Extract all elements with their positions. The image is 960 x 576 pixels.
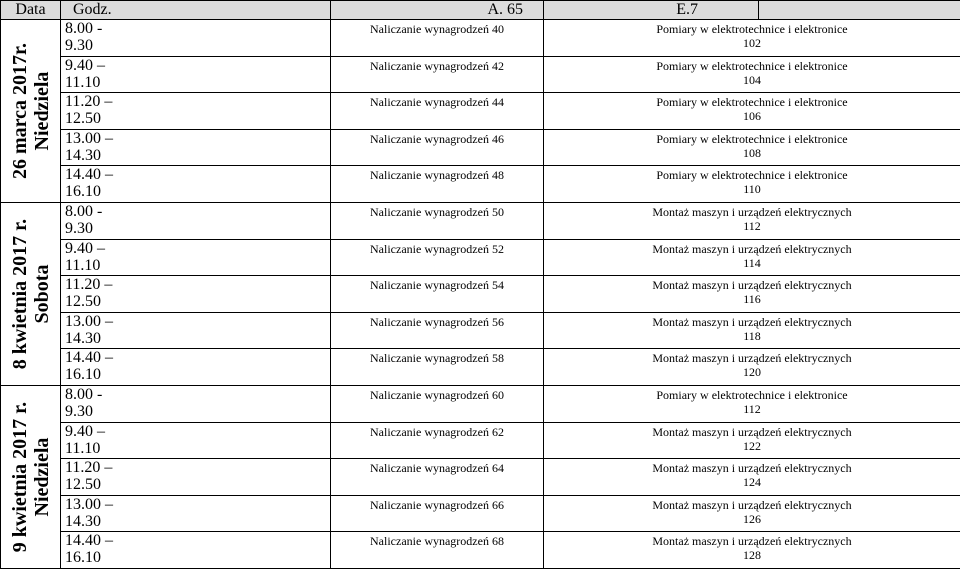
table-row [1,532,960,569]
time-start: 9.40 – [65,56,105,74]
subject-e-name: Montaż maszyn i urządzeń elektrycznych [652,314,852,329]
table-row [1,349,960,386]
time-end: 16.10 [65,183,101,201]
subject-e-cell [544,385,960,422]
subject-a-cell: Naliczanie wynagrodzeń 42 [331,56,544,93]
time-start: 13.00 – [65,312,113,330]
header-date: Data [1,1,61,20]
time-cell [61,459,331,496]
subject-e-cell [544,239,960,276]
time-cell [61,532,331,569]
table-row [1,459,960,496]
table-row [1,56,960,93]
subject-e-number: 124 [743,475,761,490]
time-start: 9.40 – [65,422,105,440]
time-start: 14.40 – [65,532,113,550]
table-row [1,239,960,276]
subject-a-cell: Naliczanie wynagrodzeń 62 [331,422,544,459]
time-end: 12.50 [65,476,101,494]
day-label-cell [1,385,61,568]
time-end: 14.30 [65,329,101,347]
subject-a-cell: Naliczanie wynagrodzeń 56 [331,312,544,349]
subject-e-name: Pomiary w elektrotechnice i elektronice [656,22,848,36]
subject-a-cell: Naliczanie wynagrodzeń 68 [331,532,544,569]
time-end: 9.30 [65,37,93,54]
time-end: 16.10 [65,366,101,384]
time-start: 9.40 – [65,239,105,257]
subject-a-cell: Naliczanie wynagrodzeń 40 [331,20,544,57]
subject-e-cell [544,349,960,386]
day-label-cell [1,202,61,385]
table-row [1,93,960,130]
subject-e-cell [544,532,960,569]
day-label [9,219,53,369]
day-label-cell [1,20,61,203]
table-row [1,312,960,349]
time-end: 16.10 [65,549,101,567]
time-end: 11.10 [65,439,101,457]
subject-a-cell: Naliczanie wynagrodzeń 58 [331,349,544,386]
time-end: 9.30 [65,402,93,420]
subject-e-number: 118 [743,328,761,343]
subject-e-cell [544,202,960,239]
subject-e-cell [544,459,960,496]
time-start: 13.00 – [65,129,113,147]
table-row [1,385,960,422]
time-cell [61,312,331,349]
subject-e-cell [544,20,960,57]
subject-a-cell: Naliczanie wynagrodzeń 46 [331,129,544,166]
subject-e-number: 116 [743,292,761,307]
subject-e-cell [544,56,960,93]
subject-e-name: Montaż maszyn i urządzeń elektrycznych [652,534,852,549]
subject-e-name: Montaż maszyn i urządzeń elektrycznych [652,204,852,219]
subject-e-name: Montaż maszyn i urządzeń elektrycznych [652,424,852,439]
time-start: 14.40 – [65,349,113,367]
subject-e-cell [544,312,960,349]
subject-e-cell [544,93,960,130]
table-row [1,20,960,57]
subject-a-cell: Naliczanie wynagrodzeń 64 [331,459,544,496]
subject-e-number: 120 [743,365,761,380]
subject-e-name: Montaż maszyn i urządzeń elektrycznych [652,278,852,293]
table-row [1,422,960,459]
subject-e-number: 128 [743,548,761,563]
header-time: Godz. [61,1,331,20]
table-row [1,276,960,313]
subject-e-number: 126 [743,511,761,526]
time-cell [61,93,331,130]
time-cell [61,349,331,386]
time-end: 14.30 [65,512,101,530]
time-start: 8.00 - [65,20,103,37]
time-cell [61,129,331,166]
time-cell [61,239,331,276]
day-date: 9 kwietnia 2017 r. [8,401,31,553]
subject-e-cell [544,129,960,166]
time-end: 11.10 [65,256,101,274]
time-cell [61,20,331,57]
subject-a-cell: Naliczanie wynagrodzeń 48 [331,166,544,203]
header-group-e: E.7 [544,1,759,20]
time-cell [61,166,331,203]
subject-e-number: 102 [743,36,761,50]
subject-e-cell [544,495,960,532]
day-weekday: Niedziela [30,437,53,517]
time-end: 12.50 [65,110,101,128]
subject-a-cell: Naliczanie wynagrodzeń 66 [331,495,544,532]
subject-e-number: 108 [743,145,761,160]
time-start: 8.00 - [65,385,103,403]
day-label [9,402,53,552]
subject-e-name: Montaż maszyn i urządzeń elektrycznych [652,497,852,512]
subject-e-cell [544,166,960,203]
day-label [9,43,53,179]
header-group-a: A. 65 [331,1,544,20]
time-start: 11.20 – [65,276,113,294]
time-cell [61,56,331,93]
subject-e-name: Montaż maszyn i urządzeń elektrycznych [652,351,852,366]
time-start: 13.00 – [65,495,113,513]
subject-a-cell: Naliczanie wynagrodzeń 44 [331,93,544,130]
time-start: 14.40 – [65,166,113,184]
time-cell [61,276,331,313]
day-date: 8 kwietnia 2017 r. [8,218,31,370]
subject-e-name: Pomiary w elektrotechnice i elektronice [656,95,848,110]
subject-a-cell: Naliczanie wynagrodzeń 52 [331,239,544,276]
subject-e-number: 104 [743,72,761,87]
header-row [1,1,960,20]
time-cell [61,202,331,239]
time-end: 14.30 [65,146,101,164]
time-cell [61,495,331,532]
subject-e-number: 112 [743,218,761,233]
table-row [1,202,960,239]
header-empty [759,1,960,20]
time-start: 11.20 – [65,93,113,111]
table-row [1,495,960,532]
day-weekday: Niedziela [30,71,53,151]
time-cell [61,385,331,422]
time-end: 12.50 [65,293,101,311]
subject-e-name: Montaż maszyn i urządzeń elektrycznych [652,241,852,256]
time-start: 8.00 - [65,202,103,220]
time-end: 11.10 [65,73,101,91]
subject-e-number: 110 [743,182,761,197]
time-start: 11.20 – [65,459,113,477]
subject-e-name: Pomiary w elektrotechnice i elektronice [656,58,848,73]
time-end: 9.30 [65,219,93,237]
subject-e-name: Pomiary w elektrotechnice i elektronice [656,168,848,183]
day-weekday: Sobota [30,264,53,324]
table-row [1,129,960,166]
table-row [1,166,960,203]
subject-a-cell: Naliczanie wynagrodzeń 54 [331,276,544,313]
subject-e-cell [544,276,960,313]
subject-a-cell: Naliczanie wynagrodzeń 60 [331,385,544,422]
subject-e-name: Pomiary w elektrotechnice i elektronice [656,387,848,402]
subject-e-number: 114 [743,255,761,270]
subject-e-number: 122 [743,438,761,453]
subject-e-name: Pomiary w elektrotechnice i elektronice [656,131,848,146]
subject-e-name: Montaż maszyn i urządzeń elektrycznych [652,461,852,476]
subject-e-number: 112 [743,401,761,416]
subject-a-cell: Naliczanie wynagrodzeń 50 [331,202,544,239]
day-date: 26 marca 2017r. [8,42,31,180]
subject-e-cell [544,422,960,459]
time-cell [61,422,331,459]
subject-e-number: 106 [743,109,761,124]
